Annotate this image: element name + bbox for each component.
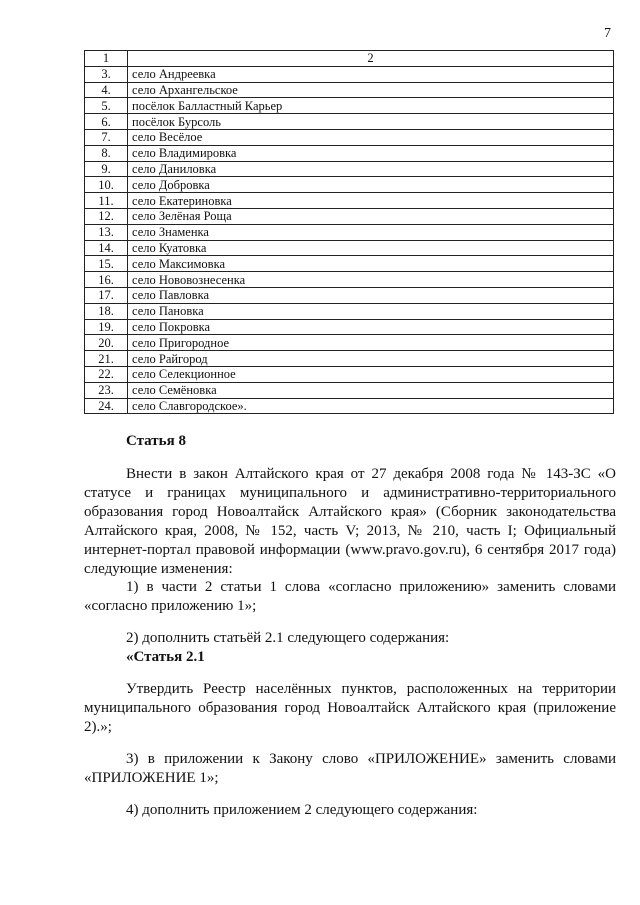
table-row (85, 193, 614, 209)
settlement-name: село Нововознесенка (128, 272, 614, 288)
row-number: 3. (85, 66, 128, 82)
table-header-row (85, 51, 614, 67)
amendment-item-2: 2) дополнить статьёй 2.1 следующего содержания: (126, 630, 450, 646)
settlement-name: село Максимовка (128, 256, 614, 272)
settlement-name: село Знаменка (128, 224, 614, 240)
row-number: 24. (85, 398, 128, 414)
row-number: 10. (85, 177, 128, 193)
row-number: 21. (85, 351, 128, 367)
row-number: 20. (85, 335, 128, 351)
row-number: 22. (85, 366, 128, 382)
table-row (85, 382, 614, 398)
table-row (85, 240, 614, 256)
article-8-heading: Статья 8 (126, 433, 186, 449)
row-number: 11. (85, 193, 128, 209)
table-row (85, 224, 614, 240)
row-number: 17. (85, 287, 128, 303)
table-row (85, 145, 614, 161)
settlement-name: село Райгород (128, 351, 614, 367)
settlement-name: посёлок Балластный Карьер (128, 98, 614, 114)
settlements-table (84, 50, 614, 414)
settlement-name: село Зелёная Роща (128, 208, 614, 224)
table-row (85, 208, 614, 224)
table-row (85, 303, 614, 319)
table-row (85, 177, 614, 193)
amendment-item-1: 1) в части 2 статьи 1 слова «согласно приложению» заменить словами «согласно приложению 1»; (84, 579, 616, 614)
settlement-name: село Куатовка (128, 240, 614, 256)
table-row (85, 351, 614, 367)
table-row (85, 398, 614, 414)
table-row (85, 319, 614, 335)
table-row (85, 66, 614, 82)
row-number: 4. (85, 82, 128, 98)
settlement-name: село Андреевка (128, 66, 614, 82)
article-8-intro: Внести в закон Алтайского края от 27 декабря 2008 года № 143-ЗС «О статусе и границах муниципального и административно-территориального образования город Новоалтайск Алтайского края» (Сборник законодательства Алтайского края, 2008, № 152, часть V; 2013, № 210, часть I; Официальный интернет-портал правовой информации (www.pravo.gov.ru), 6 сентября 2017 года) следующие изменения: (84, 466, 616, 577)
row-number: 9. (85, 161, 128, 177)
article-2-1-text: Утвердить Реестр населённых пунктов, расположенных на территории муниципального образования город Новоалтайск Алтайского края (приложение 2).»; (84, 681, 616, 735)
settlement-name: село Добровка (128, 177, 614, 193)
table-row (85, 161, 614, 177)
table-row (85, 272, 614, 288)
row-number: 7. (85, 129, 128, 145)
row-number: 16. (85, 272, 128, 288)
table-row (85, 129, 614, 145)
settlement-name: село Павловка (128, 287, 614, 303)
row-number: 13. (85, 224, 128, 240)
settlement-name: село Весёлое (128, 129, 614, 145)
page-number: 7 (604, 26, 611, 41)
row-number: 8. (85, 145, 128, 161)
row-number: 15. (85, 256, 128, 272)
row-number: 5. (85, 98, 128, 114)
settlement-name: село Пригородное (128, 335, 614, 351)
settlement-name: село Екатериновка (128, 193, 614, 209)
settlement-name: посёлок Бурсоль (128, 114, 614, 130)
row-number: 23. (85, 382, 128, 398)
table-header-number: 1 (85, 51, 128, 67)
settlement-name: село Пановка (128, 303, 614, 319)
row-number: 12. (85, 208, 128, 224)
table-row (85, 98, 614, 114)
row-number: 19. (85, 319, 128, 335)
table-row (85, 256, 614, 272)
settlement-name: село Владимировка (128, 145, 614, 161)
table-row (85, 82, 614, 98)
settlement-name: село Славгородское». (128, 398, 614, 414)
table-header-name: 2 (128, 51, 614, 67)
amendment-item-4: 4) дополнить приложением 2 следующего содержания: (126, 802, 478, 818)
settlement-name: село Селекционное (128, 366, 614, 382)
settlement-name: село Семёновка (128, 382, 614, 398)
table-row (85, 114, 614, 130)
table-row (85, 335, 614, 351)
settlement-name: село Покровка (128, 319, 614, 335)
row-number: 6. (85, 114, 128, 130)
settlement-name: село Архангельское (128, 82, 614, 98)
row-number: 18. (85, 303, 128, 319)
row-number: 14. (85, 240, 128, 256)
table-row (85, 366, 614, 382)
settlement-name: село Даниловка (128, 161, 614, 177)
table-row (85, 287, 614, 303)
article-2-1-heading: «Статья 2.1 (126, 649, 205, 665)
amendment-item-3: 3) в приложении к Закону слово «ПРИЛОЖЕНИЕ» заменить словами «ПРИЛОЖЕНИЕ 1»; (84, 751, 616, 786)
